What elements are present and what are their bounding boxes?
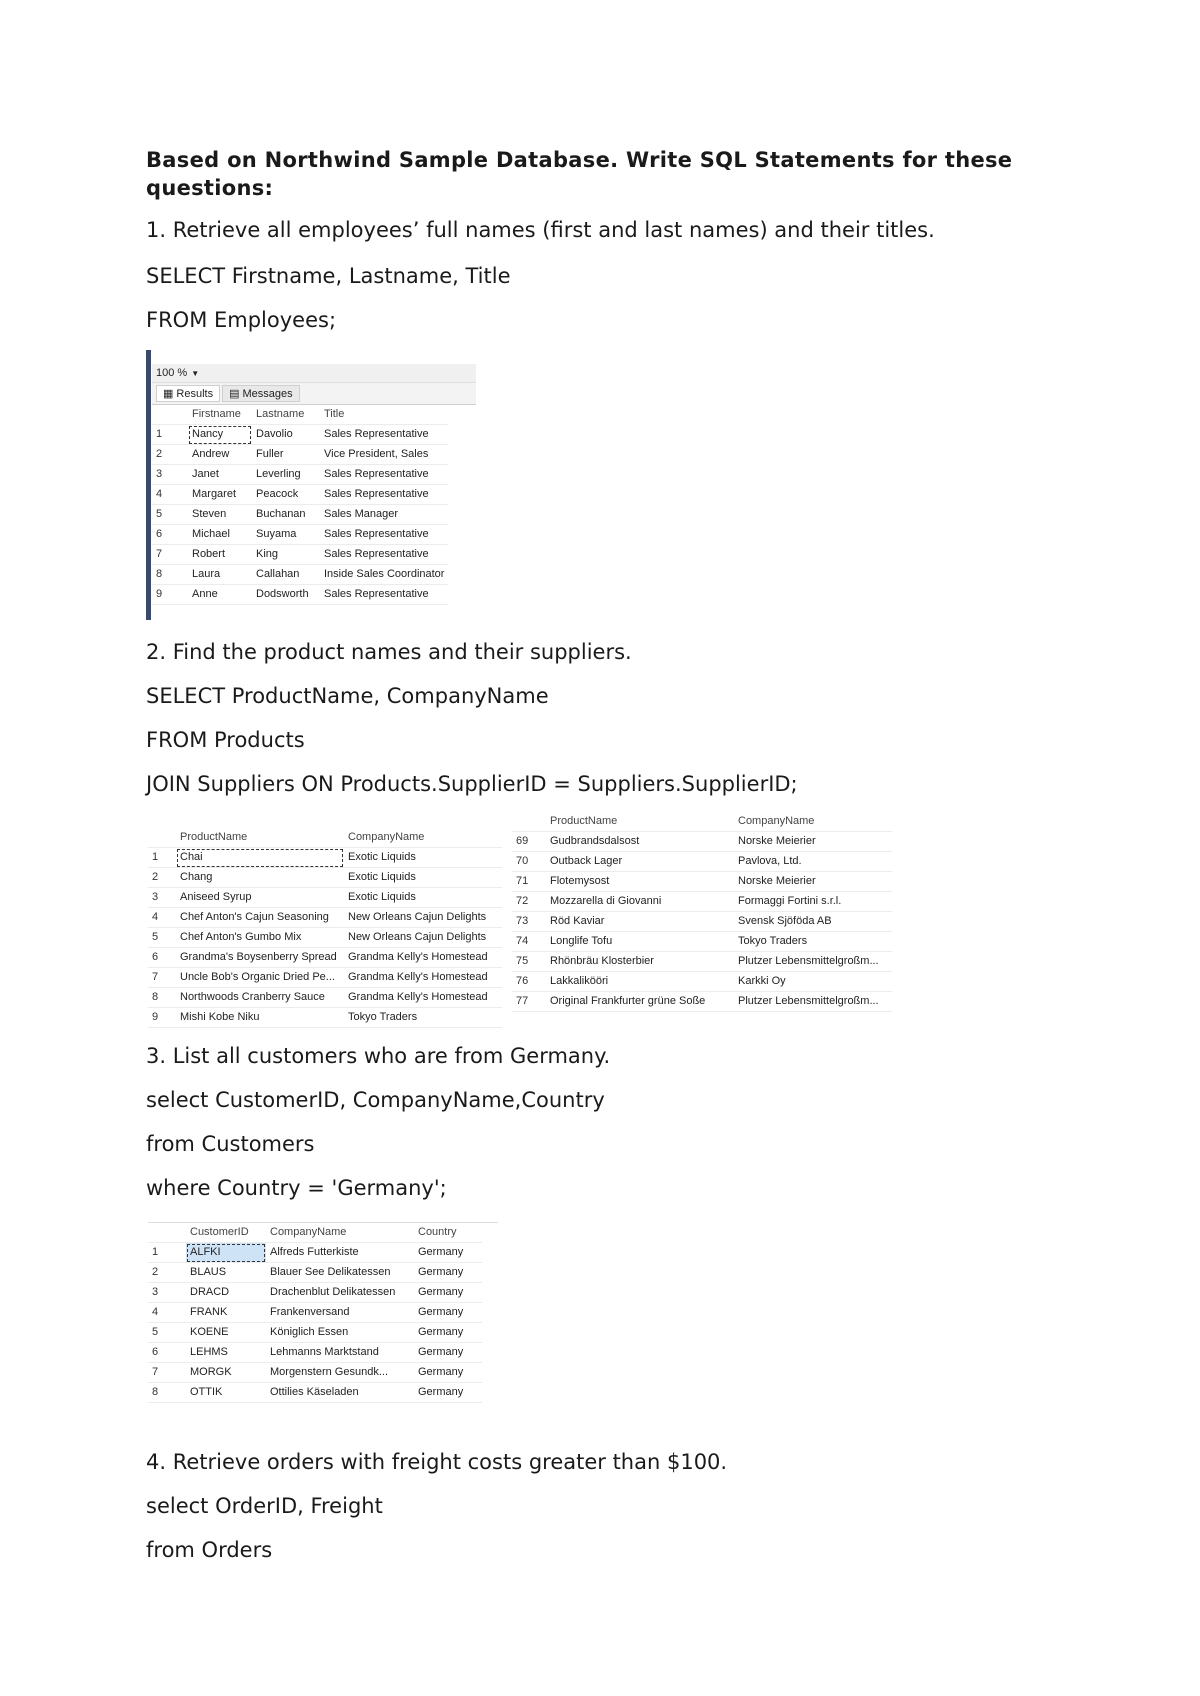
- grid-icon: ▦: [163, 388, 174, 400]
- table-row[interactable]: [148, 1303, 482, 1323]
- question-3: 3. List all customers who are from Germany.: [146, 1044, 611, 1068]
- table-row[interactable]: [512, 892, 892, 912]
- table-cell[interactable]: Chef Anton's Gumbo Mix: [176, 928, 344, 948]
- q1-result-screenshot: [146, 350, 476, 620]
- table-cell[interactable]: Morgenstern Gesundk...: [266, 1363, 414, 1383]
- table-cell[interactable]: Grandma Kelly's Homestead: [344, 948, 502, 968]
- table-cell[interactable]: FRANK: [186, 1303, 266, 1323]
- table-row[interactable]: [148, 908, 502, 928]
- row-number: 69: [512, 832, 546, 852]
- q3-result-screenshot: [148, 1222, 498, 1433]
- customers-result-grid[interactable]: [148, 1223, 482, 1403]
- table-row[interactable]: [512, 832, 892, 852]
- row-number: 71: [512, 872, 546, 892]
- table-row[interactable]: [152, 565, 448, 585]
- zoom-level[interactable]: 100 %: [156, 367, 188, 379]
- column-header[interactable]: ProductName: [546, 812, 734, 832]
- table-row[interactable]: [148, 1263, 482, 1283]
- row-number: 9: [148, 1008, 176, 1028]
- q4-sql-line-1: select OrderID, Freight: [146, 1494, 383, 1518]
- table-cell[interactable]: Germany: [414, 1283, 482, 1303]
- row-number: 7: [148, 1363, 186, 1383]
- table-cell[interactable]: Chef Anton's Cajun Seasoning: [176, 908, 344, 928]
- q1-sql-line-1: SELECT Firstname, Lastname, Title: [146, 264, 511, 288]
- tab-messages-label: Messages: [242, 387, 293, 400]
- table-row[interactable]: [148, 948, 502, 968]
- table-cell[interactable]: MORGK: [186, 1363, 266, 1383]
- table-row[interactable]: [512, 952, 892, 972]
- row-number: 6: [152, 525, 188, 545]
- table-cell[interactable]: Germany: [414, 1303, 482, 1323]
- document-heading: Based on Northwind Sample Database. Write SQL Statements for these questions:: [146, 148, 1013, 200]
- row-number-header: [152, 405, 188, 425]
- table-cell[interactable]: Germany: [414, 1243, 482, 1263]
- q4-sql-line-2: from Orders: [146, 1538, 273, 1562]
- table-row[interactable]: [148, 848, 502, 868]
- table-row[interactable]: [152, 525, 448, 545]
- table-cell[interactable]: Königlich Essen: [266, 1323, 414, 1343]
- table-cell[interactable]: Norske Meierier: [734, 832, 892, 852]
- table-cell[interactable]: New Orleans Cajun Delights: [344, 928, 502, 948]
- table-cell[interactable]: Exotic Liquids: [344, 848, 502, 868]
- table-row[interactable]: [148, 928, 502, 948]
- table-row[interactable]: [152, 485, 448, 505]
- table-cell[interactable]: Uncle Bob's Organic Dried Pe...: [176, 968, 344, 988]
- column-header[interactable]: Firstname: [188, 405, 252, 425]
- table-cell[interactable]: Germany: [414, 1383, 482, 1403]
- table-cell[interactable]: Karkki Oy: [734, 972, 892, 992]
- table-row[interactable]: [512, 992, 892, 1012]
- table-cell[interactable]: Gudbrandsdalsost: [546, 832, 734, 852]
- tab-messages[interactable]: [222, 385, 300, 402]
- table-row[interactable]: [512, 852, 892, 872]
- table-row[interactable]: [152, 465, 448, 485]
- table-cell[interactable]: Margaret: [188, 485, 252, 505]
- table-cell[interactable]: Lehmanns Marktstand: [266, 1343, 414, 1363]
- table-cell[interactable]: Longlife Tofu: [546, 932, 734, 952]
- table-row[interactable]: [148, 888, 502, 908]
- table-cell[interactable]: Steven: [188, 505, 252, 525]
- row-number: 76: [512, 972, 546, 992]
- row-number: 4: [152, 485, 188, 505]
- column-header[interactable]: CustomerID: [186, 1223, 266, 1243]
- row-number-header: [512, 812, 546, 832]
- table-row[interactable]: [148, 1008, 502, 1028]
- table-cell[interactable]: Germany: [414, 1363, 482, 1383]
- table-cell[interactable]: Germany: [414, 1343, 482, 1363]
- table-cell[interactable]: Northwoods Cranberry Sauce: [176, 988, 344, 1008]
- table-cell[interactable]: Blauer See Delikatessen: [266, 1263, 414, 1283]
- row-number: 3: [152, 465, 188, 485]
- table-cell[interactable]: Callahan: [252, 565, 320, 585]
- table-cell[interactable]: Sales Representative: [320, 425, 448, 445]
- table-cell[interactable]: Laura: [188, 565, 252, 585]
- row-number: 6: [148, 948, 176, 968]
- table-cell[interactable]: Sales Representative: [320, 545, 448, 565]
- table-cell[interactable]: Grandma's Boysenberry Spread: [176, 948, 344, 968]
- table-cell[interactable]: Fuller: [252, 445, 320, 465]
- table-cell[interactable]: Germany: [414, 1323, 482, 1343]
- products-result-grid-bottom[interactable]: [512, 812, 892, 1012]
- table-cell[interactable]: Sales Representative: [320, 585, 448, 605]
- table-row[interactable]: [148, 1243, 482, 1263]
- table-row[interactable]: [148, 868, 502, 888]
- column-header[interactable]: Lastname: [252, 405, 320, 425]
- table-cell[interactable]: Sales Representative: [320, 525, 448, 545]
- table-cell[interactable]: Plutzer Lebensmittelgroßm...: [734, 992, 892, 1012]
- table-cell[interactable]: Drachenblut Delikatessen: [266, 1283, 414, 1303]
- q2-result-screenshot-right: [512, 812, 892, 1022]
- row-number: 5: [152, 505, 188, 525]
- q2-sql-line-3: JOIN Suppliers ON Products.SupplierID = Suppliers.SupplierID;: [146, 772, 798, 796]
- table-cell[interactable]: Plutzer Lebensmittelgroßm...: [734, 952, 892, 972]
- row-number: 3: [148, 888, 176, 908]
- table-cell[interactable]: Exotic Liquids: [344, 888, 502, 908]
- row-number: 8: [148, 1383, 186, 1403]
- table-row[interactable]: [148, 1283, 482, 1303]
- table-cell[interactable]: Pavlova, Ltd.: [734, 852, 892, 872]
- table-cell[interactable]: Dodsworth: [252, 585, 320, 605]
- zoom-toolbar: [152, 364, 476, 383]
- table-cell[interactable]: Grandma Kelly's Homestead: [344, 968, 502, 988]
- table-cell[interactable]: Grandma Kelly's Homestead: [344, 988, 502, 1008]
- table-row[interactable]: [148, 1363, 482, 1383]
- table-row[interactable]: [148, 988, 502, 1008]
- table-cell[interactable]: Exotic Liquids: [344, 868, 502, 888]
- row-number: 5: [148, 1323, 186, 1343]
- table-cell[interactable]: Formaggi Fortini s.r.l.: [734, 892, 892, 912]
- tab-results-label: Results: [176, 387, 214, 400]
- table-cell[interactable]: Janet: [188, 465, 252, 485]
- tab-results[interactable]: [156, 385, 220, 402]
- table-cell[interactable]: Suyama: [252, 525, 320, 545]
- table-cell[interactable]: Svensk Sjöföda AB: [734, 912, 892, 932]
- table-cell[interactable]: Anne: [188, 585, 252, 605]
- table-cell[interactable]: LEHMS: [186, 1343, 266, 1363]
- table-row[interactable]: [512, 912, 892, 932]
- table-cell[interactable]: Chai: [176, 848, 344, 868]
- table-row[interactable]: [152, 585, 448, 605]
- row-number: 77: [512, 992, 546, 1012]
- question-1: 1. Retrieve all employees’ full names (first and last names) and their titles.: [146, 218, 935, 242]
- table-cell[interactable]: Nancy: [188, 425, 252, 445]
- table-cell[interactable]: Chang: [176, 868, 344, 888]
- table-cell[interactable]: Robert: [188, 545, 252, 565]
- row-number: 2: [148, 1263, 186, 1283]
- table-cell[interactable]: Original Frankfurter grüne Soße: [546, 992, 734, 1012]
- row-number: 73: [512, 912, 546, 932]
- table-cell[interactable]: Rhönbräu Klosterbier: [546, 952, 734, 972]
- table-cell[interactable]: DRACD: [186, 1283, 266, 1303]
- table-cell[interactable]: Vice President, Sales: [320, 445, 448, 465]
- table-cell[interactable]: New Orleans Cajun Delights: [344, 908, 502, 928]
- row-number: 2: [148, 868, 176, 888]
- q1-sql-line-2: FROM Employees;: [146, 308, 337, 332]
- table-cell[interactable]: Tokyo Traders: [344, 1008, 502, 1028]
- table-row[interactable]: [152, 445, 448, 465]
- row-number: 3: [148, 1283, 186, 1303]
- row-number: 8: [148, 988, 176, 1008]
- row-number: 9: [152, 585, 188, 605]
- table-cell[interactable]: Frankenversand: [266, 1303, 414, 1323]
- table-row[interactable]: [148, 1343, 482, 1363]
- products-result-grid-top[interactable]: [148, 828, 502, 1028]
- table-row[interactable]: [148, 1383, 482, 1403]
- table-row[interactable]: [152, 505, 448, 525]
- row-number: 4: [148, 1303, 186, 1323]
- table-cell[interactable]: Tokyo Traders: [734, 932, 892, 952]
- result-tabs: [152, 383, 476, 405]
- table-cell[interactable]: King: [252, 545, 320, 565]
- row-number: 7: [152, 545, 188, 565]
- row-number: 1: [148, 848, 176, 868]
- table-cell[interactable]: Sales Representative: [320, 485, 448, 505]
- table-cell[interactable]: Flotemysost: [546, 872, 734, 892]
- table-cell[interactable]: Ottilies Käseladen: [266, 1383, 414, 1403]
- question-2: 2. Find the product names and their suppliers.: [146, 640, 632, 664]
- table-row[interactable]: [148, 968, 502, 988]
- table-cell[interactable]: Outback Lager: [546, 852, 734, 872]
- row-number: 74: [512, 932, 546, 952]
- table-row[interactable]: [152, 425, 448, 445]
- column-header[interactable]: CompanyName: [734, 812, 892, 832]
- q3-sql-line-2: from Customers: [146, 1132, 315, 1156]
- q2-result-screenshot-left: [148, 826, 508, 1022]
- table-cell[interactable]: Inside Sales Coordinator: [320, 565, 448, 585]
- row-number: 72: [512, 892, 546, 912]
- table-cell[interactable]: Andrew: [188, 445, 252, 465]
- row-number: 2: [152, 445, 188, 465]
- editor-margin: [146, 350, 151, 620]
- column-header[interactable]: CompanyName: [266, 1223, 414, 1243]
- table-cell[interactable]: Michael: [188, 525, 252, 545]
- row-number: 75: [512, 952, 546, 972]
- table-row[interactable]: [512, 872, 892, 892]
- table-cell[interactable]: Germany: [414, 1263, 482, 1283]
- table-cell[interactable]: ALFKI: [186, 1243, 266, 1263]
- column-header[interactable]: Country: [414, 1223, 482, 1243]
- table-cell[interactable]: Lakkalikööri: [546, 972, 734, 992]
- table-cell[interactable]: Sales Manager: [320, 505, 448, 525]
- row-number: 7: [148, 968, 176, 988]
- table-cell[interactable]: Röd Kaviar: [546, 912, 734, 932]
- column-header[interactable]: Title: [320, 405, 448, 425]
- row-number: 6: [148, 1343, 186, 1363]
- messages-icon: ▤: [229, 388, 240, 400]
- table-cell[interactable]: Mozzarella di Giovanni: [546, 892, 734, 912]
- table-cell[interactable]: Alfreds Futterkiste: [266, 1243, 414, 1263]
- table-cell[interactable]: Norske Meierier: [734, 872, 892, 892]
- table-cell[interactable]: Aniseed Syrup: [176, 888, 344, 908]
- table-cell[interactable]: Sales Representative: [320, 465, 448, 485]
- table-cell[interactable]: Leverling: [252, 465, 320, 485]
- row-number: 8: [152, 565, 188, 585]
- row-number: 1: [148, 1243, 186, 1263]
- q2-sql-line-1: SELECT ProductName, CompanyName: [146, 684, 549, 708]
- table-cell[interactable]: KOENE: [186, 1323, 266, 1343]
- table-cell[interactable]: BLAUS: [186, 1263, 266, 1283]
- table-cell[interactable]: Davolio: [252, 425, 320, 445]
- row-number-header: [148, 828, 176, 848]
- q3-sql-line-1: select CustomerID, CompanyName,Country: [146, 1088, 605, 1112]
- table-cell[interactable]: Buchanan: [252, 505, 320, 525]
- q2-sql-line-2: FROM Products: [146, 728, 305, 752]
- row-number: 4: [148, 908, 176, 928]
- q3-sql-line-3: where Country = 'Germany';: [146, 1176, 447, 1200]
- chevron-down-icon[interactable]: ▼: [191, 368, 200, 378]
- table-cell[interactable]: Mishi Kobe Niku: [176, 1008, 344, 1028]
- row-number-header: [148, 1223, 186, 1243]
- table-row[interactable]: [512, 972, 892, 992]
- table-cell[interactable]: Peacock: [252, 485, 320, 505]
- table-cell[interactable]: OTTIK: [186, 1383, 266, 1403]
- row-number: 5: [148, 928, 176, 948]
- row-number: 70: [512, 852, 546, 872]
- column-header[interactable]: CompanyName: [344, 828, 502, 848]
- table-row[interactable]: [152, 545, 448, 565]
- table-row[interactable]: [148, 1323, 482, 1343]
- row-number: 1: [152, 425, 188, 445]
- question-4: 4. Retrieve orders with freight costs greater than $100.: [146, 1450, 728, 1474]
- employees-result-grid[interactable]: [152, 405, 448, 605]
- column-header[interactable]: ProductName: [176, 828, 344, 848]
- table-row[interactable]: [512, 932, 892, 952]
